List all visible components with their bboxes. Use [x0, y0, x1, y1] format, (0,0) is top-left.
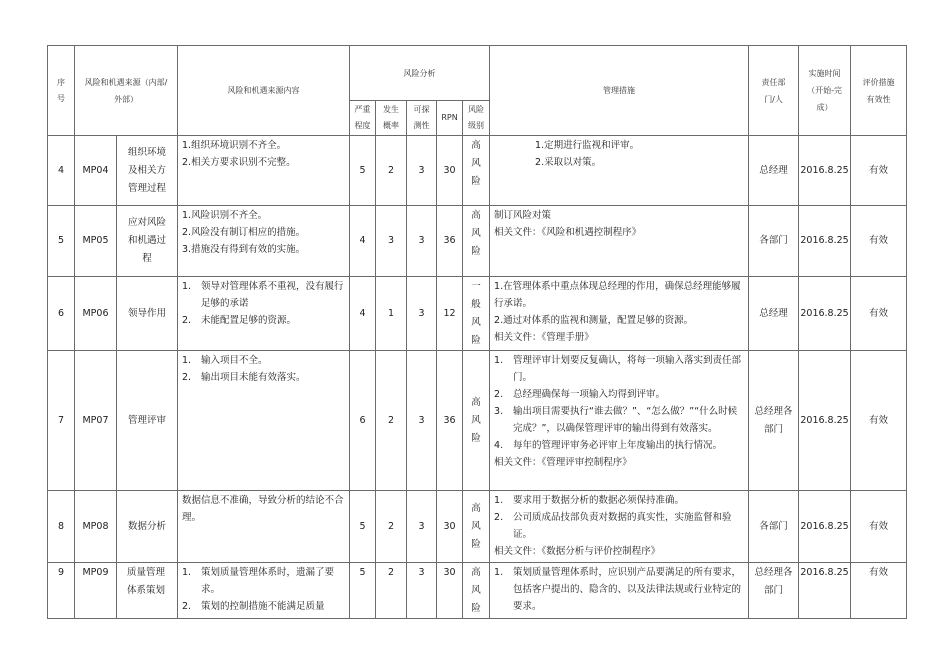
row-severity: 6 — [350, 351, 376, 491]
content-line: 3.措施没有得到有效的实施。 — [182, 244, 306, 255]
measure-line: 2.采取以对策。 — [535, 157, 602, 168]
header-analysis: 风险分析 — [350, 46, 490, 101]
row-date: 2016.8.25 — [799, 351, 851, 491]
measure-line: 相关文件：《风险和机遇控制程序》 — [494, 227, 642, 238]
row-seq: 7 — [48, 351, 75, 491]
measure-line: 2.通过对体系的监视和测量，配置足够的资源。 — [494, 315, 694, 326]
row-content — [178, 351, 350, 491]
table-row — [48, 491, 907, 563]
row-rpn: 12 — [437, 277, 463, 351]
content-item: 1. 领导对管理体系不重视，没有履行足够的承诺 — [182, 281, 344, 309]
row-occurrence: 1 — [376, 277, 407, 351]
row-date: 2016.8.25 — [799, 277, 851, 351]
row-owner: 总经理各部门 — [749, 563, 799, 619]
row-code: MP05 — [75, 206, 117, 277]
row-owner: 总经理 — [749, 277, 799, 351]
content-line: 数据信息不准确，导致分析的结论不合理。 — [182, 495, 344, 523]
table-row — [48, 277, 907, 351]
content-line: 1.组织环境识别不齐全。 — [182, 140, 287, 151]
row-code: MP08 — [75, 491, 117, 563]
row-date: 2016.8.25 — [799, 491, 851, 563]
measure-item: 1. 策划质量管理体系时，应识别产品要满足的所有要求，包括客户提出的、隐含的、以及法律法规或行业特定的要求。 — [494, 567, 742, 612]
row-date: 2016.8.25 — [799, 206, 851, 277]
content-item: 2. 未能配置足够的资源。 — [182, 315, 297, 326]
row-name: 质量管理体系策划 — [117, 563, 178, 619]
row-effect: 有效 — [851, 206, 907, 277]
content-line: 2.风险没有制订相应的措施。 — [182, 227, 306, 238]
row-seq: 6 — [48, 277, 75, 351]
row-content — [178, 563, 350, 619]
row-name: 应对风险和机遇过程 — [117, 206, 178, 277]
row-occurrence: 2 — [376, 563, 407, 619]
header-seq: 序号 — [48, 46, 75, 136]
row-effect: 有效 — [851, 563, 907, 619]
measure-note: 相关文件：《管理评审控制程序》 — [494, 457, 632, 468]
row-date: 2016.8.25 — [799, 563, 851, 619]
row-code: MP07 — [75, 351, 117, 491]
header-content: 风险和机遇来源内容 — [178, 46, 350, 136]
row-seq: 9 — [48, 563, 75, 619]
row-name: 数据分析 — [117, 491, 178, 563]
row-seq: 8 — [48, 491, 75, 563]
row-level: 高风险 — [463, 136, 490, 206]
row-measures — [490, 563, 749, 619]
row-level: 高风险 — [463, 491, 490, 563]
table-row — [48, 351, 907, 491]
row-measures — [490, 351, 749, 491]
measure-item: 1. 要求用于数据分析的数据必须保持准确。 — [494, 495, 685, 506]
row-detection: 3 — [407, 563, 437, 619]
table-row — [48, 136, 907, 206]
content-line: 1.风险识别不齐全。 — [182, 210, 268, 221]
row-effect: 有效 — [851, 136, 907, 206]
measure-line: 1.定期进行监视和评审。 — [535, 140, 640, 151]
row-content — [178, 491, 350, 563]
row-detection: 3 — [407, 277, 437, 351]
row-measures — [490, 136, 749, 206]
row-occurrence: 2 — [376, 136, 407, 206]
row-name: 组织环境及相关方管理过程 — [117, 136, 178, 206]
row-date: 2016.8.25 — [799, 136, 851, 206]
content-item: 1. 输入项目不全。 — [182, 355, 268, 366]
table-row — [48, 563, 907, 619]
row-detection: 3 — [407, 206, 437, 277]
header-measures: 管理措施 — [490, 46, 749, 136]
risk-table — [47, 45, 907, 619]
measure-item: 4. 每年的管理评审务必评审上年度输出的执行情况。 — [494, 440, 723, 451]
row-measures — [490, 491, 749, 563]
row-rpn: 36 — [437, 351, 463, 491]
row-seq: 5 — [48, 206, 75, 277]
row-effect: 有效 — [851, 277, 907, 351]
row-rpn: 36 — [437, 206, 463, 277]
row-level: 高风险 — [463, 563, 490, 619]
header-rpn: RPN — [437, 101, 463, 136]
row-occurrence: 3 — [376, 206, 407, 277]
measure-item: 2. 公司质成品技部负责对数据的真实性，实施监督和验证。 — [494, 512, 732, 540]
row-effect: 有效 — [851, 351, 907, 491]
header-occurrence: 发生概率 — [376, 101, 407, 136]
table-row — [48, 206, 907, 277]
row-code: MP06 — [75, 277, 117, 351]
row-content — [178, 277, 350, 351]
header-level: 风险级别 — [463, 101, 490, 136]
measure-line: 1.在管理体系中重点体现总经理的作用，确保总经理能够履行承诺。 — [494, 281, 741, 309]
row-effect: 有效 — [851, 491, 907, 563]
row-measures — [490, 206, 749, 277]
row-content — [178, 206, 350, 277]
row-detection: 3 — [407, 351, 437, 491]
content-item: 1. 策划质量管理体系时，遗漏了要求。 — [182, 567, 335, 595]
row-severity: 5 — [350, 136, 376, 206]
row-level: 高风险 — [463, 351, 490, 491]
row-name: 管理评审 — [117, 351, 178, 491]
header-owner: 责任部门/人 — [749, 46, 799, 136]
content-line: 2.相关方要求识别不完整。 — [182, 157, 296, 168]
measure-line: 相关文件：《管理手册》 — [494, 332, 594, 343]
row-detection: 3 — [407, 136, 437, 206]
measure-item: 3. 输出项目需要执行“谁去做？”、“怎么做？”“什么时候完成？”，以确保管理评审的输出得到有效落实。 — [494, 406, 738, 434]
row-occurrence: 2 — [376, 351, 407, 491]
row-code: MP09 — [75, 563, 117, 619]
header-effect: 评价措施有效性 — [851, 46, 907, 136]
measure-item: 1. 管理评审计划要反复确认，将每一项输入落实到责任部门。 — [494, 355, 742, 383]
row-severity: 5 — [350, 563, 376, 619]
row-rpn: 30 — [437, 563, 463, 619]
row-owner: 总经理 — [749, 136, 799, 206]
row-seq: 4 — [48, 136, 75, 206]
measure-item: 2. 总经理确保每一项输入均得到评审。 — [494, 389, 666, 400]
row-severity: 4 — [350, 277, 376, 351]
row-name: 领导作用 — [117, 277, 178, 351]
row-content — [178, 136, 350, 206]
row-level: 一般风险 — [463, 277, 490, 351]
row-rpn: 30 — [437, 136, 463, 206]
row-rpn: 30 — [437, 491, 463, 563]
row-severity: 5 — [350, 491, 376, 563]
row-detection: 3 — [407, 491, 437, 563]
row-owner: 各部门 — [749, 491, 799, 563]
row-occurrence: 2 — [376, 491, 407, 563]
measure-note: 相关文件：《数据分析与评价控制程序》 — [494, 546, 661, 557]
header-detection: 可探测性 — [407, 101, 437, 136]
row-code: MP04 — [75, 136, 117, 206]
row-measures — [490, 277, 749, 351]
row-severity: 4 — [350, 206, 376, 277]
measure-line: 制订风险对策 — [494, 210, 552, 221]
header-source: 风险和机遇来源（内部/外部） — [75, 46, 178, 136]
row-owner: 总经理各部门 — [749, 351, 799, 491]
content-item: 2. 策划的控制措施不能满足质量 — [182, 601, 325, 612]
row-owner: 各部门 — [749, 206, 799, 277]
content-item: 2. 输出项目未能有效落实。 — [182, 372, 306, 383]
header-severity: 严重程度 — [350, 101, 376, 136]
header-time: 实施时间（开始-完成） — [799, 46, 851, 136]
row-level: 高风险 — [463, 206, 490, 277]
